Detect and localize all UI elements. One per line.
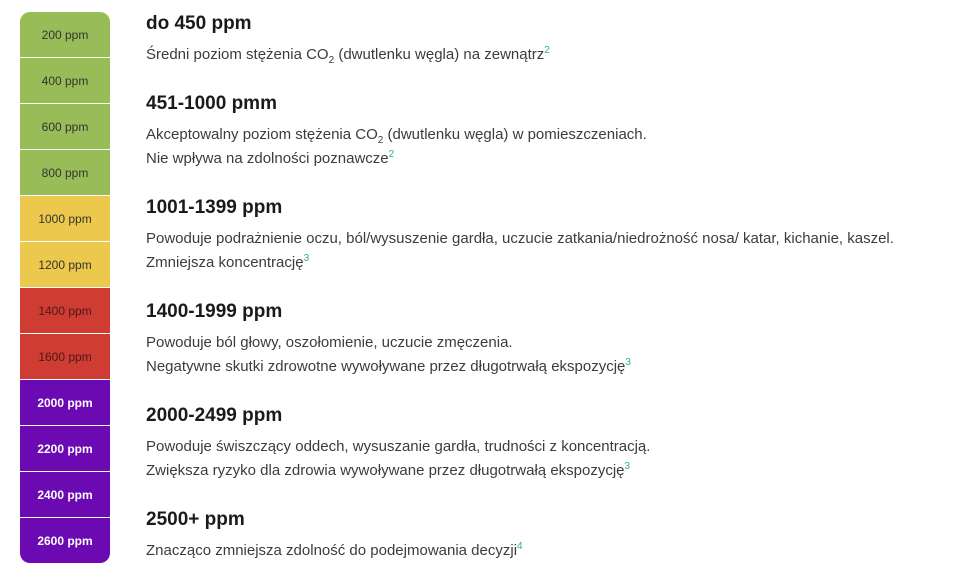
level-description-line: Negatywne skutki zdrowotne wywoływane przez długotrwałą ekspozycję$^3$: [146, 357, 631, 375]
footnote-reference: 3: [303, 253, 310, 264]
footnote-reference: 2: [544, 45, 550, 56]
footnote-reference: 2: [388, 149, 395, 160]
level-heading: do 450 ppm: [146, 13, 252, 34]
level-description-line: Średni poziom stężenia $CO_2$ (dwutlenku węgla) na zewnątrz$^2$: [146, 45, 550, 66]
level-description-line: Zwiększa ryzyko dla zdrowia wywoływane przez długotrwałą ekspozycję$^3$: [146, 461, 631, 479]
scale-segment-800: 800 ppm: [20, 150, 110, 196]
scale-segment-2200: 2200 ppm: [20, 426, 110, 472]
scale-segment-1600: 1600 ppm: [20, 334, 110, 380]
level-description-line: Nie wpływa na zdolności poznawcze$^2$: [146, 149, 395, 167]
level-description-line: Znacząco zmniejsza zdolność do podejmowania decyzji$^4$: [146, 541, 523, 559]
level-description-line: Powoduje ból głowy, oszołomienie, uczucie zmęczenia.: [146, 334, 513, 351]
scale-segment-200: 200 ppm: [20, 12, 110, 58]
level-heading: 2000-2499 ppm: [146, 405, 283, 426]
footnote-reference: 4: [517, 541, 523, 552]
level-entry-1400-1999: [146, 300, 961, 379]
level-entry-2500-plus: [146, 508, 961, 563]
level-entry-2000-2499: [146, 404, 961, 483]
level-description-line: Zmniejsza koncentrację$^3$: [146, 253, 310, 271]
level-description-line: Powoduje podrażnienie oczu, ból/wysuszenie gardła, uczucie zatkania/niedrożność nosa/ katar, kichanie, kaszel.: [146, 230, 894, 247]
scale-segment-600: 600 ppm: [20, 104, 110, 150]
co2-scale-bar: [20, 12, 110, 563]
scale-segment-2600: 2600 ppm: [20, 518, 110, 563]
level-entry-1001-1399: [146, 196, 961, 275]
scale-segment-1400: 1400 ppm: [20, 288, 110, 334]
footnote-reference: 3: [624, 461, 631, 472]
level-heading: 451-1000 pmm: [146, 93, 277, 114]
scale-segment-2000: 2000 ppm: [20, 380, 110, 426]
level-description-line: Powoduje świszczący oddech, wysuszanie gardła, trudności z koncentracją.: [146, 438, 651, 455]
level-description-line: Akceptowalny poziom stężenia $CO_2$ (dwutlenku węgla) w pomieszczeniach.: [146, 126, 647, 146]
scale-segment-400: 400 ppm: [20, 58, 110, 104]
level-heading: 2500+ ppm: [146, 509, 245, 530]
level-entry-451-1000: [146, 92, 961, 171]
level-heading: 1001-1399 ppm: [146, 197, 283, 218]
level-entry-up-to-450: [146, 12, 961, 67]
footnote-reference: 3: [625, 357, 631, 368]
level-heading: 1400-1999 ppm: [146, 301, 283, 322]
scale-segment-2400: 2400 ppm: [20, 472, 110, 518]
scale-segment-1000: 1000 ppm: [20, 196, 110, 242]
scale-segment-1200: 1200 ppm: [20, 242, 110, 288]
